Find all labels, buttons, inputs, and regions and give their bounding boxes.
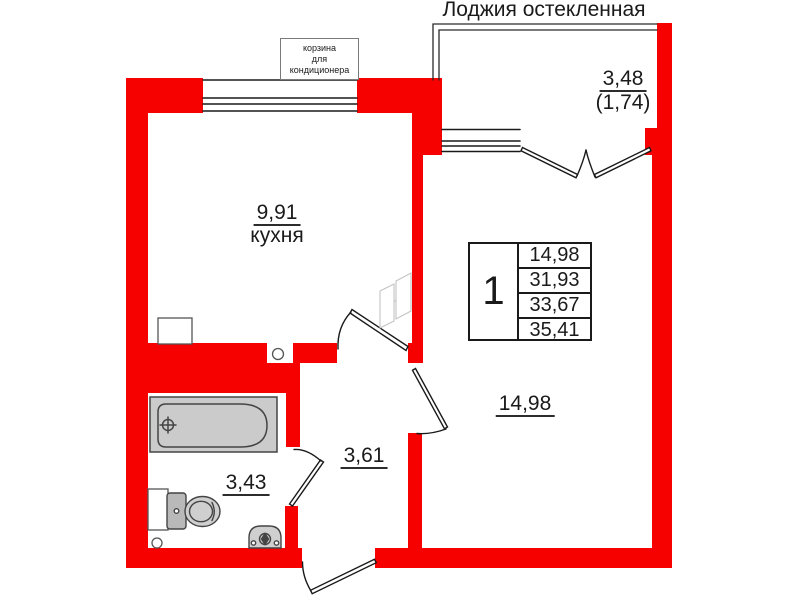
living-door	[413, 369, 448, 434]
kitchen-name-label: кухня	[250, 224, 304, 247]
area-values	[519, 244, 590, 339]
page-title: Лоджия остекленная	[442, 0, 646, 21]
loggia-half-area-label: (1,74)	[595, 91, 651, 114]
area-value: 31,93	[519, 269, 590, 294]
hall-area-label: 3,61	[341, 445, 388, 467]
sink	[249, 526, 281, 548]
kitchen-door	[338, 310, 408, 351]
balcony-french-door	[521, 148, 651, 178]
kitchen-fixture	[158, 318, 192, 344]
entrance-door	[303, 559, 377, 593]
pipe-shaft	[148, 489, 168, 548]
kitchen-area-label: 9,91	[254, 202, 301, 224]
ac-basket-line2: для кондиционера	[289, 53, 350, 75]
area-value: 33,67	[519, 294, 590, 319]
ghost-artifact	[380, 273, 411, 328]
area-value: 14,98	[519, 244, 590, 269]
room-count: 1	[470, 244, 519, 339]
loggia-area-label: 3,48	[600, 68, 647, 90]
bath-area-label: 3,43	[223, 472, 270, 494]
area-value: 35,41	[529, 319, 580, 341]
living-area-label: 14,98	[496, 393, 555, 415]
apartment-info-table	[468, 242, 592, 341]
ac-basket-box	[280, 38, 359, 80]
living-window	[442, 130, 520, 152]
bathtub	[150, 397, 277, 452]
toilet	[167, 493, 220, 529]
ac-basket-line1: корзина	[302, 42, 337, 53]
bathroom-door	[290, 449, 324, 506]
riser-notch	[267, 343, 293, 363]
kitchen-window	[203, 80, 357, 111]
